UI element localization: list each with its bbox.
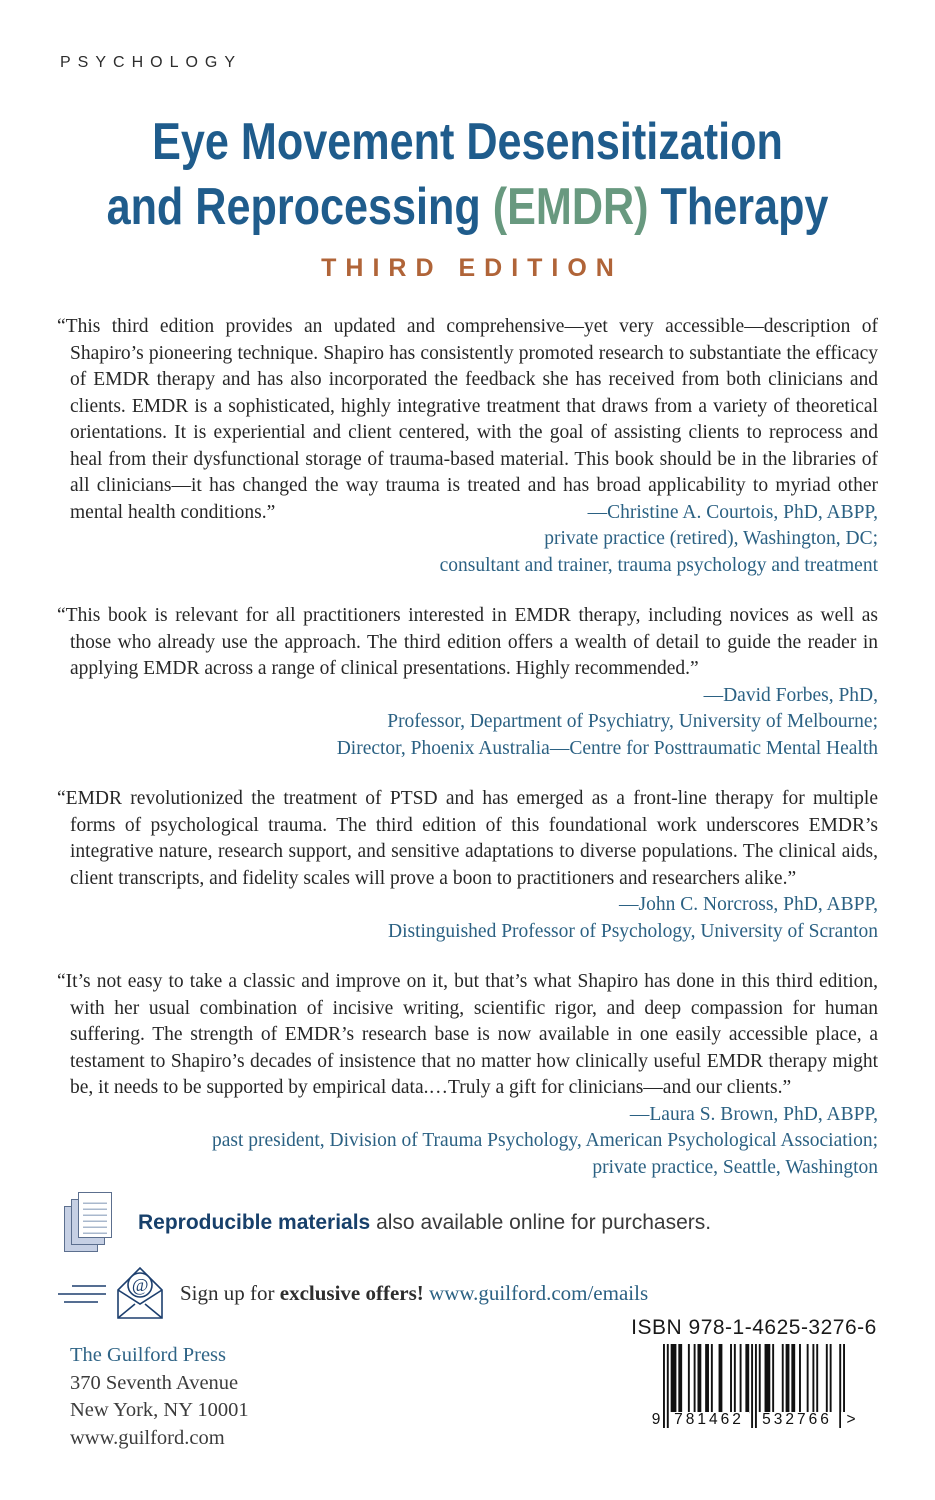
quote-forbes [57,603,878,762]
reproducible-materials-rest: also available online for purchasers. [370,1211,712,1234]
quote-attribution [57,892,878,945]
signup-pre: Sign up for [180,1280,280,1305]
reproducible-materials-bold: Reproducible materials [138,1211,371,1234]
barcode-digit-group1: 781462 [669,1412,749,1428]
envelope-at-icon [56,1262,166,1324]
quote-attribution [57,1102,878,1182]
book-title [0,110,935,240]
barcode-digit-lead: 9 [651,1411,661,1428]
publisher-address-2: New York, NY 10001 [70,1399,249,1421]
quote-norcross [57,786,878,945]
attribution-line: consultant and trainer, trauma psychology and treatment [439,554,878,576]
quote-text: “This book is relevant for all practitioners interested in EMDR therapy, including novices as well as those who already use the approach. The third edition offers a wealth of detail to guide the reader in applying EMDR across a range of clinical presentations. Highly recommended.” [57,605,878,679]
reproducible-materials-row [64,1192,711,1254]
signup-row [56,1262,648,1324]
quote-courtois [57,314,878,579]
title-line-2 [79,175,855,240]
category-label: PSYCHOLOGY [60,54,243,71]
attribution-line: past president, Division of Trauma Psychology, American Psychological Association; [211,1130,878,1151]
svg-text:@: @ [131,1275,149,1295]
isbn-label: ISBN 978-1-4625-3276-6 [631,1316,877,1339]
quote-text: “This third edition provides an updated and comprehensive—yet very accessible—description of Shapiro’s pioneering technique. Shapiro has consistently promoted research to substantiate the efficacy of EMDR therapy and has also incorporated the feedback she has received from both clinicians and clients. EMDR is a sophisticated, highly integrative treatment that draws from a variety of theoretical orientations. It is experiential and client centered, with the goal of assisting clients to reprocess and heal from their dysfunctional storage of trauma-based material. This book should be in the libraries of all clinicians—it has changed the way trauma is treated and has broad applicability to myriad other mental health conditions.” [57,316,878,523]
attribution-line: —David Forbes, PhD, [703,684,878,706]
title-emdr-acronym: (EMDR) [492,178,649,236]
publisher-block [70,1342,249,1452]
attribution-line: private practice, Seattle, Washington [592,1156,878,1178]
signup-url[interactable]: www.guilford.com/emails [423,1280,649,1305]
endorsement-quotes [57,314,878,1181]
quote-text: “EMDR revolutionized the treatment of PTSD and has emerged as a front-line therapy for multiple forms of psychological trauma. The third edition of this foundational work underscores EMDR’s integrative nature, research support, and sensitive adaptations to diverse populations. The clinical aids, client transcripts, and fidelity scales will prove a boon to practitioners and researchers alike.” [57,788,878,889]
isbn-block [628,1316,880,1428]
barcode [647,1344,861,1428]
quote-attribution [57,683,878,763]
attribution-line: Professor, Department of Psychiatry, University of Melbourne; [387,711,878,732]
barcode-digit-trail: > [841,1412,861,1428]
edition-label: THIRD EDITION [321,254,623,282]
stacked-pages-icon [64,1192,118,1254]
publisher-address-1: 370 Seventh Avenue [70,1371,239,1394]
attribution-line: —John C. Norcross, PhD, ABPP, [619,894,878,915]
publisher-website[interactable]: www.guilford.com [70,1426,225,1449]
quote-brown [57,969,878,1181]
reproducible-materials-text [138,1211,711,1235]
attribution-line: —Laura S. Brown, PhD, ABPP, [629,1103,878,1125]
attribution-line: —Christine A. Courtois, PhD, ABPP, [587,501,878,523]
signup-bold: exclusive offers! [279,1280,424,1305]
attribution-line: Distinguished Professor of Psychology, University of Scranton [388,920,878,942]
signup-text [180,1281,648,1306]
attribution-line: Director, Phoenix Australia—Centre for Posttraumatic Mental Health [336,737,878,759]
title-line-2-post: Therapy [648,178,829,236]
title-line-2-pre: and Reprocessing [106,178,493,236]
title-line-1: Eye Movement Desensitization [152,113,783,171]
barcode-digit-group2: 532766 [757,1412,837,1428]
page-sheet [78,1192,112,1238]
quote-text: “It’s not easy to take a classic and improve on it, but that’s what Shapiro has done in this third edition, with her usual combination of incisive writing, scientific rigor, and deep compassion for human suffering. The strength of EMDR’s research base is now available in one easily accessible place, a testament to Shapiro’s decades of insistence that no matter how clinically useful EMDR therapy might be, it needs to be supported by empirical data.…Truly a gift for clinicians—and our clients.” [57,971,878,1098]
speed-lines-icon [58,1286,106,1302]
envelope-shape [118,1268,162,1318]
publisher-name: The Guilford Press [70,1344,227,1366]
attribution-line: private practice (retired), Washington, DC; [544,528,878,549]
barcode-digits [647,1412,861,1428]
